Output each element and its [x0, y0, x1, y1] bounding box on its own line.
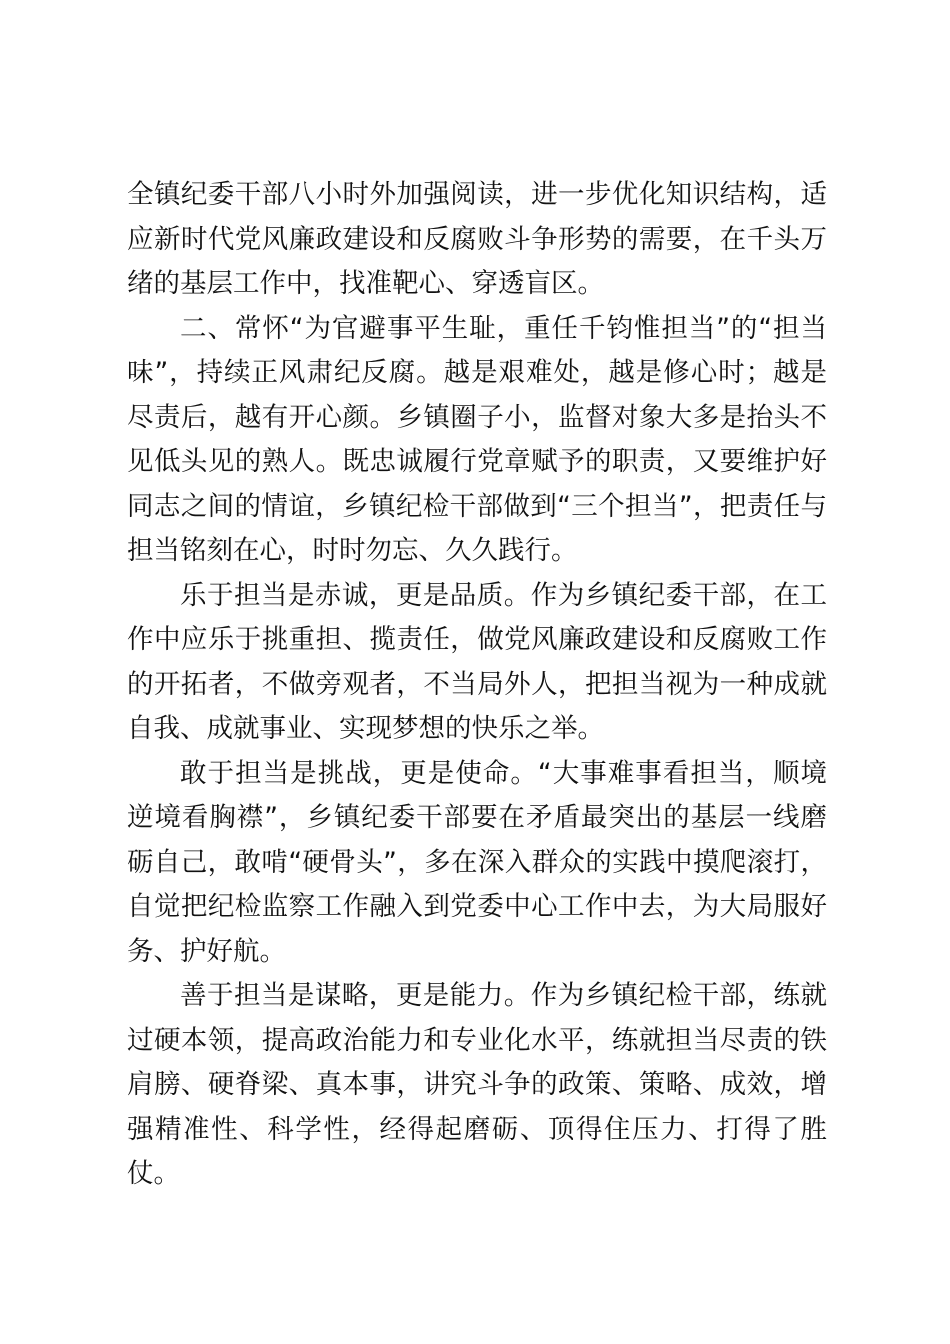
paragraph-willing-to-take-responsibility: 乐于担当是赤诚，更是品质。作为乡镇纪委干部，在工作中应乐于挑重担、揽责任，做党风廉政建设和反腐败工作的开拓者，不做旁观者，不当局外人，把担当视为一种成就自我、成就事业、实现梦想的快乐之举。: [127, 579, 827, 744]
paragraph-daring-to-take-responsibility: 敢于担当是挑战，更是使命。“大事难事看担当，顺境逆境看胸襟”，乡镇纪委干部要在矛盾最突出的基层一线磨砺自己，敢啃“硬骨头”，多在深入群众的实践中摸爬滚打，自觉把纪检监察工作融入到党委中心工作中去，为大局服好务、护好航。: [127, 757, 827, 967]
paragraph-section-two: 二、常怀“为官避事平生耻，重任千钧惟担当”的“担当味”，持续正风肃纪反腐。越是艰难处，越是修心时；越是尽责后，越有开心颜。乡镇圈子小，监督对象大多是抬头不见低头见的熟人。既忠诚履行党章赋予的职责，又要维护好同志之间的情谊，乡镇纪检干部做到“三个担当”，把责任与担当铭刻在心，时时勿忘、久久践行。: [127, 312, 827, 566]
paragraph-continued: 全镇纪委干部八小时外加强阅读，进一步优化知识结构，适应新时代党风廉政建设和反腐败斗争形势的需要，在千头万绪的基层工作中，找准靶心、穿透盲区。: [127, 179, 827, 299]
document-body: [127, 173, 827, 1197]
paragraph-good-at-taking-responsibility: 善于担当是谋略，更是能力。作为乡镇纪检干部，练就过硬本领，提高政治能力和专业化水平，练就担当尽责的铁肩膀、硬脊梁、真本事，讲究斗争的政策、策略、成效，增强精准性、科学性，经得起磨砺、顶得住压力、打得了胜仗。: [127, 980, 827, 1189]
